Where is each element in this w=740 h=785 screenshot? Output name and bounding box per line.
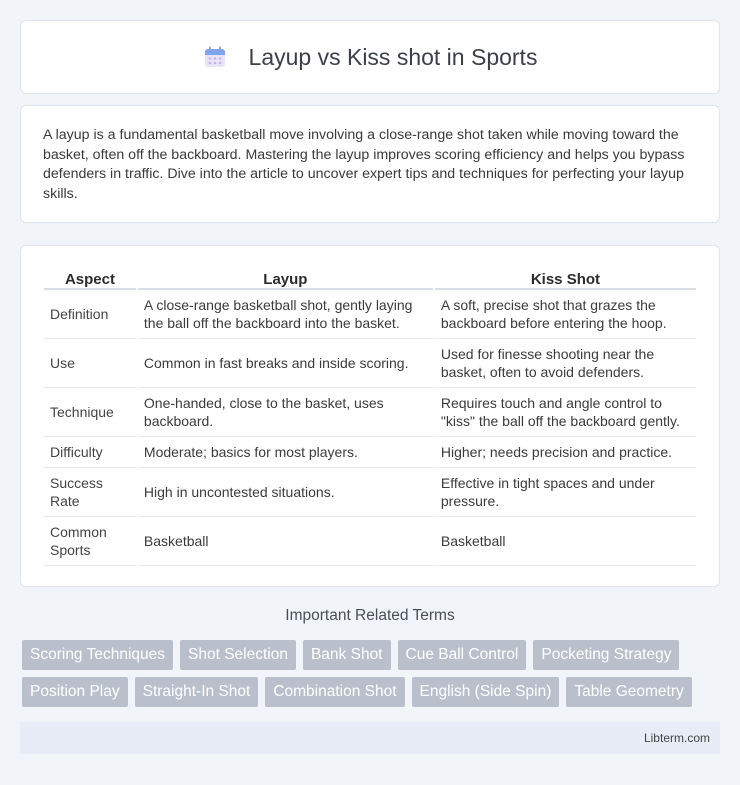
tag-english-side-spin[interactable]: English (Side Spin)	[412, 677, 560, 707]
tag-cue-ball-control[interactable]: Cue Ball Control	[398, 640, 527, 670]
cell-kiss-shot: Used for finesse shooting near the basket, often to avoid defenders.	[435, 339, 696, 388]
cell-kiss-shot: Basketball	[435, 517, 696, 566]
cell-kiss-shot: A soft, precise shot that grazes the backboard before entering the hoop.	[435, 290, 696, 339]
intro-card	[20, 105, 720, 223]
tag-combination-shot[interactable]: Combination Shot	[265, 677, 404, 707]
tag-row	[22, 677, 722, 707]
cell-kiss-shot: Requires touch and angle control to "kiss" the ball off the backboard gently.	[435, 388, 696, 437]
header-kiss-shot: Kiss Shot	[435, 264, 696, 290]
cell-layup: Moderate; basics for most players.	[138, 437, 433, 468]
table-header-row	[44, 264, 696, 290]
calendar-icon	[203, 45, 227, 69]
cell-aspect: Definition	[44, 290, 136, 339]
tag-bank-shot[interactable]: Bank Shot	[303, 640, 391, 670]
table-row	[44, 290, 696, 339]
cell-layup: Common in fast breaks and inside scoring.	[138, 339, 433, 388]
table-row	[44, 388, 696, 437]
tag-position-play[interactable]: Position Play	[22, 677, 128, 707]
cell-aspect: Common Sports	[44, 517, 136, 566]
cell-aspect: Success Rate	[44, 468, 136, 517]
cell-aspect: Difficulty	[44, 437, 136, 468]
footer-link[interactable]: Libterm.com	[643, 731, 710, 745]
table-row	[44, 517, 696, 566]
cell-layup: High in uncontested situations.	[138, 468, 433, 517]
header-layup: Layup	[138, 264, 433, 290]
table-row	[44, 339, 696, 388]
tag-table-geometry[interactable]: Table Geometry	[566, 677, 691, 707]
cell-aspect: Use	[44, 339, 136, 388]
cell-aspect: Technique	[44, 388, 136, 437]
header-aspect: Aspect	[44, 264, 136, 290]
header-card	[20, 20, 720, 94]
cell-kiss-shot: Higher; needs precision and practice.	[435, 437, 696, 468]
header	[203, 44, 538, 71]
cell-layup: A close-range basketball shot, gently laying the ball off the backboard into the basket.	[138, 290, 433, 339]
tag-shot-selection[interactable]: Shot Selection	[180, 640, 296, 670]
page-title: Layup vs Kiss shot in Sports	[248, 43, 538, 70]
related-terms-title: Important Related Terms	[285, 607, 455, 624]
tag-pocketing-strategy[interactable]: Pocketing Strategy	[533, 640, 679, 670]
footer	[20, 722, 720, 754]
tag-row	[22, 640, 722, 670]
comparison-table	[42, 264, 698, 566]
intro-text: A layup is a fundamental basketball move involving a close-range shot taken while moving toward the basket, often off the backboard. Mastering the layup improves scoring efficiency and helps you bypass defenders in traffic. Dive into the article to uncover expert tips and techniques for perfecting your layup skills.	[43, 127, 685, 202]
related-terms	[22, 640, 722, 714]
table-row	[44, 437, 696, 468]
cell-layup: Basketball	[138, 517, 433, 566]
tag-straight-in-shot[interactable]: Straight-In Shot	[135, 677, 259, 707]
comparison-card	[20, 245, 720, 587]
table-row	[44, 468, 696, 517]
tag-scoring-techniques[interactable]: Scoring Techniques	[22, 640, 173, 670]
cell-kiss-shot: Effective in tight spaces and under pressure.	[435, 468, 696, 517]
cell-layup: One-handed, close to the basket, uses backboard.	[138, 388, 433, 437]
